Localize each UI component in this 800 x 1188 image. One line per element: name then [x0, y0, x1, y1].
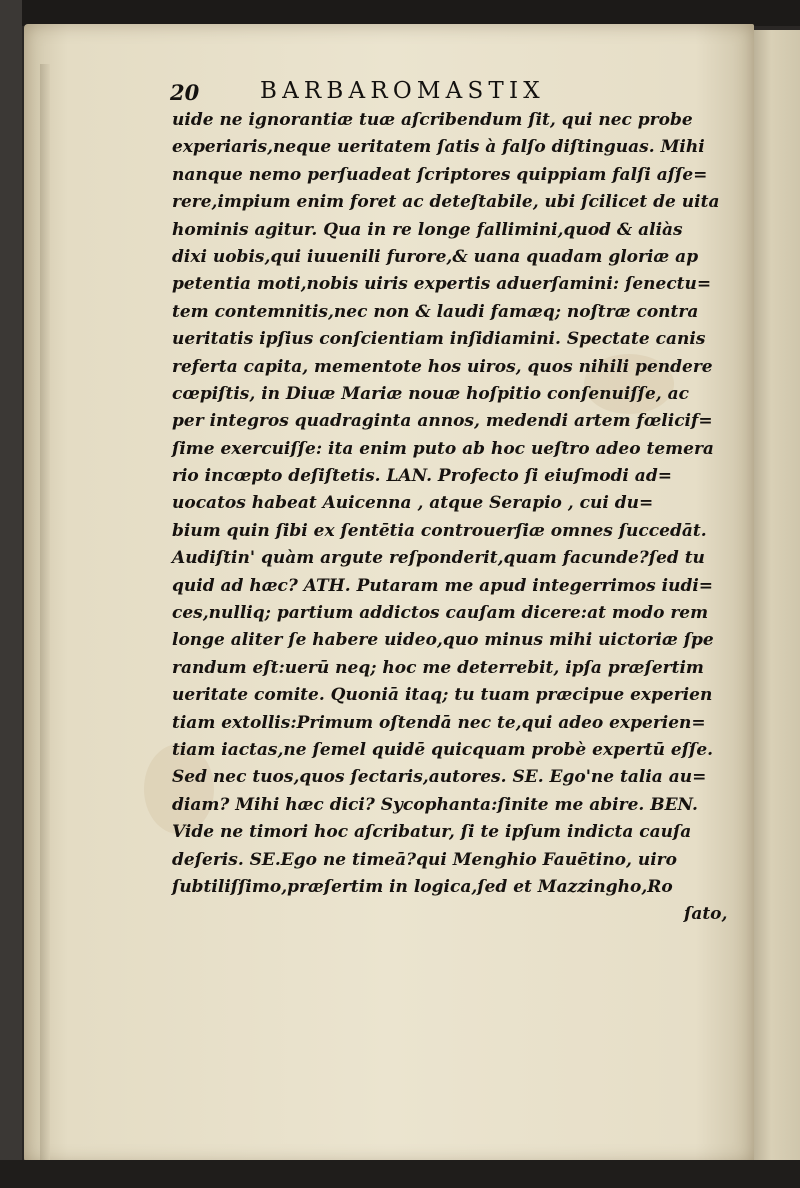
text-line: Vide ne timori hoc aſcribatur, ſi te ipſum indicta cauſa — [172, 822, 692, 843]
text-line: hominis agitur. Qua in re longe fallimini,quod & aliàs — [172, 219, 683, 240]
text-line: cœpiſtis, in Diuæ Mariæ nouæ hoſpitio conſenuiſſe, ac — [172, 383, 689, 404]
text-line: Audiſtin' quàm argute reſponderit,quam facunde?ſed tu — [172, 548, 705, 569]
text-line: uide ne ignorantiæ tuæ aſcribendum ſit, qui nec probe — [172, 110, 693, 130]
text-line: rere,impium enim foret ac deteſtabile, ubi ſcilicet de uita — [172, 192, 720, 213]
text-line: nanque nemo perſuadeat ſcriptores quippiam falſi aſſe= — [172, 164, 708, 185]
text-line: petentia moti,nobis uiris expertis aduerſamini: ſenectu= — [172, 274, 712, 295]
text-line: tiam iactas,ne ſemel quidē quicquam probè expertū eſſe. — [172, 739, 714, 760]
text-line: ueritate comite. Quoniā itaq; tu tuam præcipue experien — [172, 685, 713, 706]
text-line: diam? Mihi hæc dici? Sycophanta:ſinite me abire. BEN. — [172, 794, 698, 815]
text-line: deſeris. SE.Ego ne timeā?qui Menghio Fauētino, uiro — [172, 849, 677, 870]
text-line: bium quin ſibi ex ſentētia controuerſiæ omnes ſuccedāt. — [172, 520, 707, 541]
page-number: 20 — [170, 80, 200, 105]
text-line: ueritatis ipſius conſcientiam inſidiamini. Spectate canis — [172, 329, 706, 350]
facing-page-edge — [752, 30, 800, 1170]
page-header — [170, 78, 690, 106]
text-line: tiam extollis:Primum oſtendā nec te,qui adeo experien= — [172, 712, 706, 733]
text-line: Sed nec tuos,quos ſectaris,autores. SE. Ego'ne talia au= — [172, 767, 707, 788]
text-line: ſubtiliſſimo,præſertim in logica,ſed et Mazzingho,Ro — [172, 876, 673, 897]
text-line: rio incœpto deſiſtetis. LAN. Profecto ſi eiuſmodi ad= — [172, 466, 672, 487]
text-line: uocatos habeat Auicenna , atque Serapio , cui du= — [172, 493, 654, 514]
scan-left-edge — [0, 0, 22, 1188]
text-line: randum eſt:uerū neq; hoc me deterrebit, ipſa præſertim — [172, 657, 704, 678]
text-line: referta capita, mementote hos uiros, quos nihili pendere — [172, 356, 713, 377]
body-text — [172, 107, 728, 929]
page-gutter-shadow — [40, 64, 50, 1174]
text-line: longe aliter ſe habere uideo,quo minus mihi uictoriæ ſpe — [172, 630, 714, 651]
text-line: dixi uobis,qui iuuenili furore,& uana quadam gloriæ ap — [172, 246, 699, 267]
catchword: ſato, — [684, 904, 728, 925]
text-line: ſime exercuiſſe: ita enim puto ab hoc ueſtro adeo temera — [172, 438, 714, 459]
scan-bottom-edge — [0, 1160, 800, 1188]
text-line: experiaris,neque ueritatem ſatis à falſo diſtinguas. Mihi — [172, 137, 705, 158]
text-line: quid ad hæc? ATH. Putaram me apud integerrimos iudi= — [172, 575, 714, 596]
text-line: per integros quadraginta annos, medendi artem fœlicif= — [172, 411, 713, 432]
text-line: ces,nulliq; partium addictos cauſam dicere:at modo rem — [172, 603, 709, 624]
text-line: tem contemnitis,nec non & laudi famæq; noſtræ contra — [172, 301, 699, 322]
running-title: BARBAROMASTIX — [260, 78, 545, 104]
scan-top-edge — [0, 0, 800, 26]
